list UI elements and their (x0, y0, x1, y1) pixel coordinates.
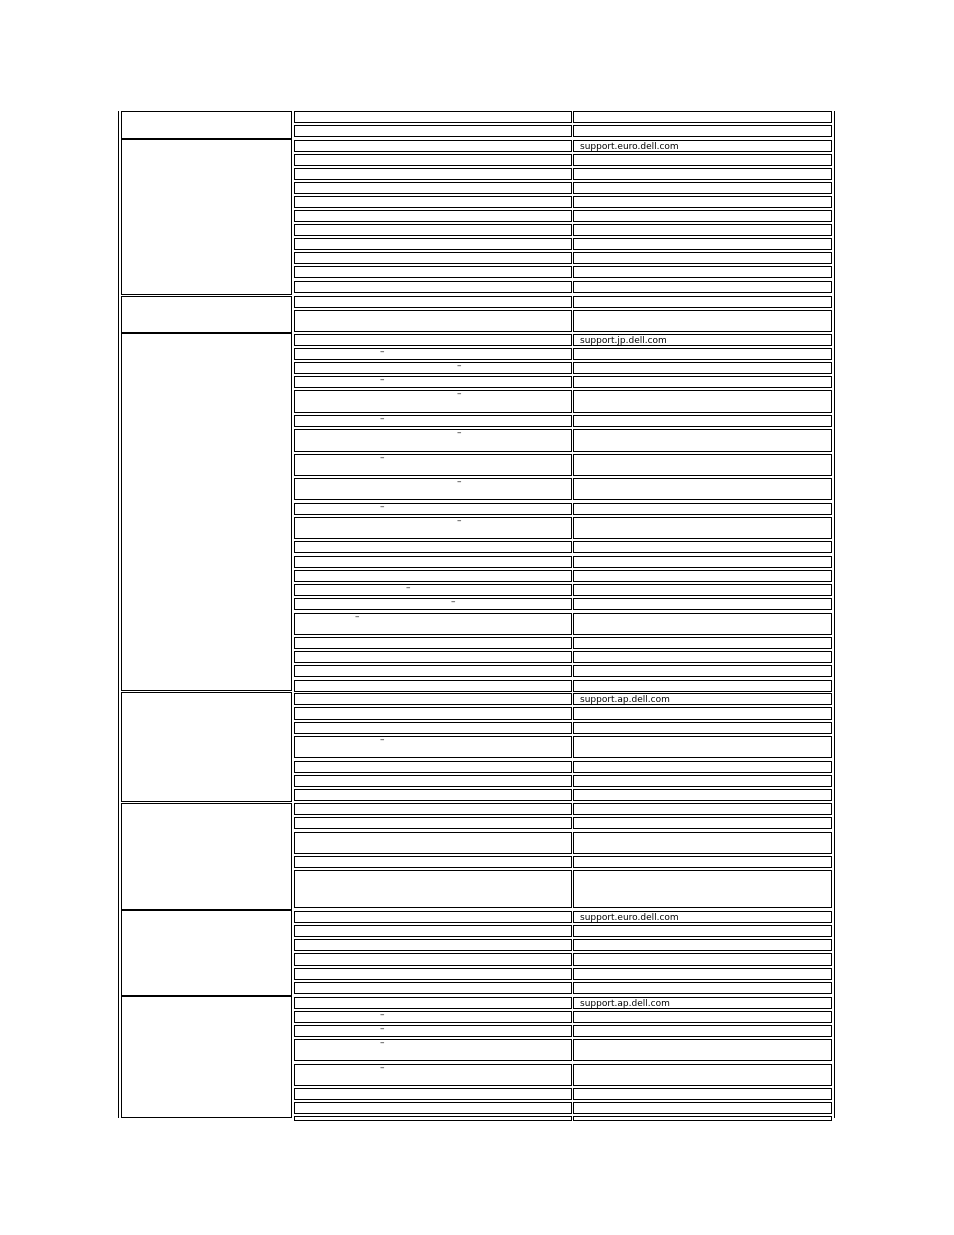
table-row-cell (573, 789, 832, 801)
support-site-link[interactable]: support.euro.dell.com (580, 913, 679, 923)
table-row-cell (573, 1064, 832, 1086)
table-row-cell (573, 140, 832, 152)
table-row-cell (294, 707, 572, 720)
table-row-cell (294, 348, 572, 360)
table-row-cell (573, 613, 832, 635)
table-row-cell (573, 556, 832, 568)
table-row-cell (294, 761, 572, 773)
table-row-cell (294, 334, 572, 346)
dash-mark: – (457, 389, 462, 399)
region-cell (121, 111, 292, 139)
table-row-cell (573, 1039, 832, 1061)
table-row-cell (573, 968, 832, 980)
table-row-cell (573, 125, 832, 137)
table-row-cell (573, 722, 832, 734)
table-row-cell (294, 541, 572, 553)
table-row-cell (294, 982, 572, 994)
table-row-cell (294, 252, 572, 264)
table-row-cell (294, 376, 572, 388)
table-row-cell (294, 870, 572, 908)
region-cell (121, 296, 292, 333)
table-row-cell (294, 140, 572, 152)
table-row-cell (294, 775, 572, 787)
table-row-cell (294, 1039, 572, 1061)
table-row-cell (294, 390, 572, 413)
table-row-cell (573, 390, 832, 413)
region-cell (121, 139, 292, 295)
table-row-cell (573, 832, 832, 854)
table-row-cell (573, 997, 832, 1009)
table-row-cell (294, 415, 572, 427)
table-row-cell (573, 454, 832, 476)
table-row-cell (294, 832, 572, 854)
table-row-cell (573, 982, 832, 994)
table-row-cell (573, 296, 832, 308)
dash-mark: – (355, 612, 360, 622)
table-row-cell (294, 154, 572, 166)
region-cell (121, 692, 292, 802)
table-row-cell (294, 693, 572, 705)
table-row-cell (294, 925, 572, 937)
table-row-cell (573, 362, 832, 374)
table-row-cell (294, 125, 572, 137)
table-row-cell (573, 1102, 832, 1114)
table-row-cell (573, 376, 832, 388)
table-row-cell (294, 1102, 572, 1114)
table-row-cell (294, 997, 572, 1009)
table-row-cell (573, 570, 832, 582)
table-row-cell (573, 517, 832, 539)
table-row-cell (294, 651, 572, 663)
table-row-cell (573, 584, 832, 596)
table-row-cell (294, 224, 572, 236)
table-row-cell (294, 182, 572, 194)
table-row-cell (294, 1088, 572, 1100)
table-row-cell (573, 224, 832, 236)
table-row-cell (573, 541, 832, 553)
dash-mark: – (380, 502, 385, 512)
table-row-cell (573, 503, 832, 515)
table-row-cell (573, 196, 832, 208)
table-row-cell (294, 736, 572, 758)
table-row-cell (294, 680, 572, 692)
table-row-cell (573, 266, 832, 278)
table-row-cell (294, 939, 572, 951)
table-row-cell (294, 362, 572, 374)
dash-mark: – (380, 1038, 385, 1048)
dash-mark: – (380, 1063, 385, 1073)
region-cell (121, 996, 292, 1118)
table-row-cell (573, 856, 832, 868)
table-row-cell (573, 252, 832, 264)
table-row-cell (294, 296, 572, 308)
region-cell (121, 910, 292, 996)
table-row-cell (573, 1025, 832, 1037)
table-row-cell (294, 953, 572, 966)
table-row-cell (294, 310, 572, 332)
dash-mark: – (380, 1024, 385, 1034)
table-row-cell (573, 238, 832, 250)
table-row-cell (294, 584, 572, 596)
table-row-cell (573, 761, 832, 773)
dash-mark: – (380, 414, 385, 424)
dash-mark: – (380, 347, 385, 357)
table-row-cell (294, 1025, 572, 1037)
table-row-cell (294, 281, 572, 293)
table-row-cell (294, 238, 572, 250)
table-row-cell (573, 680, 832, 692)
dash-mark: – (380, 453, 385, 463)
table-row-cell (294, 1011, 572, 1023)
table-row-cell (294, 1116, 572, 1121)
table-row-cell (294, 454, 572, 476)
dash-mark: – (406, 583, 411, 593)
table-row-cell (573, 775, 832, 787)
support-site-link[interactable]: support.euro.dell.com (580, 142, 679, 152)
table-row-cell (573, 168, 832, 180)
table-row-cell (294, 789, 572, 801)
table-row-cell (573, 310, 832, 332)
table-row-cell (573, 334, 832, 346)
table-row-cell (573, 736, 832, 758)
table-row-cell (573, 1116, 832, 1121)
table-row-cell (573, 637, 832, 649)
table-row-cell (294, 266, 572, 278)
table-row-cell (294, 598, 572, 610)
support-site-link[interactable]: support.ap.dell.com (580, 695, 670, 705)
table-row-cell (573, 707, 832, 720)
table-row-cell (573, 478, 832, 500)
table-row-cell (573, 665, 832, 677)
table-row-cell (294, 517, 572, 539)
table-row-cell (294, 637, 572, 649)
table-row-cell (294, 856, 572, 868)
table-row-cell (573, 911, 832, 923)
table-row-cell (573, 925, 832, 937)
table-row-cell (294, 968, 572, 980)
table-row-cell (573, 154, 832, 166)
region-cell (121, 333, 292, 691)
table-row-cell (573, 693, 832, 705)
table-row-cell (573, 817, 832, 829)
table-row-cell (294, 911, 572, 923)
table-row-cell (573, 1088, 832, 1100)
table-row-cell (294, 570, 572, 582)
dash-mark: – (457, 477, 462, 487)
table-row-cell (573, 182, 832, 194)
table-row-cell (573, 803, 832, 815)
table-row-cell (573, 210, 832, 222)
table-row-cell (294, 503, 572, 515)
table-row-cell (294, 478, 572, 500)
table-row-cell (573, 1011, 832, 1023)
table-row-cell (294, 210, 572, 222)
region-cell (121, 803, 292, 910)
dash-mark: – (457, 516, 462, 526)
support-site-link[interactable]: support.jp.dell.com (580, 336, 667, 346)
dash-mark: – (380, 375, 385, 385)
table-row-cell (294, 111, 572, 123)
table-row-cell (294, 1064, 572, 1086)
table-row-cell (573, 651, 832, 663)
table-row-cell (573, 953, 832, 966)
table-row-cell (573, 598, 832, 610)
table-row-cell (294, 722, 572, 734)
dash-mark: – (380, 735, 385, 745)
table-row-cell (573, 281, 832, 293)
table-row-cell (294, 168, 572, 180)
dash-mark: – (451, 597, 456, 607)
table-row-cell (294, 556, 572, 568)
table-row-cell (573, 939, 832, 951)
dash-mark: – (380, 1010, 385, 1020)
table-row-cell (294, 429, 572, 452)
table-row-cell (294, 803, 572, 815)
support-site-link[interactable]: support.ap.dell.com (580, 999, 670, 1009)
table-row-cell (294, 196, 572, 208)
table-row-cell (573, 111, 832, 123)
table-row-cell (573, 348, 832, 360)
table-row-cell (573, 415, 832, 427)
table-row-cell (294, 665, 572, 677)
table-row-cell (294, 817, 572, 829)
dash-mark: – (457, 361, 462, 371)
table-row-cell (573, 429, 832, 452)
dash-mark: – (457, 428, 462, 438)
table-row-cell (573, 870, 832, 908)
table-row-cell (294, 613, 572, 635)
